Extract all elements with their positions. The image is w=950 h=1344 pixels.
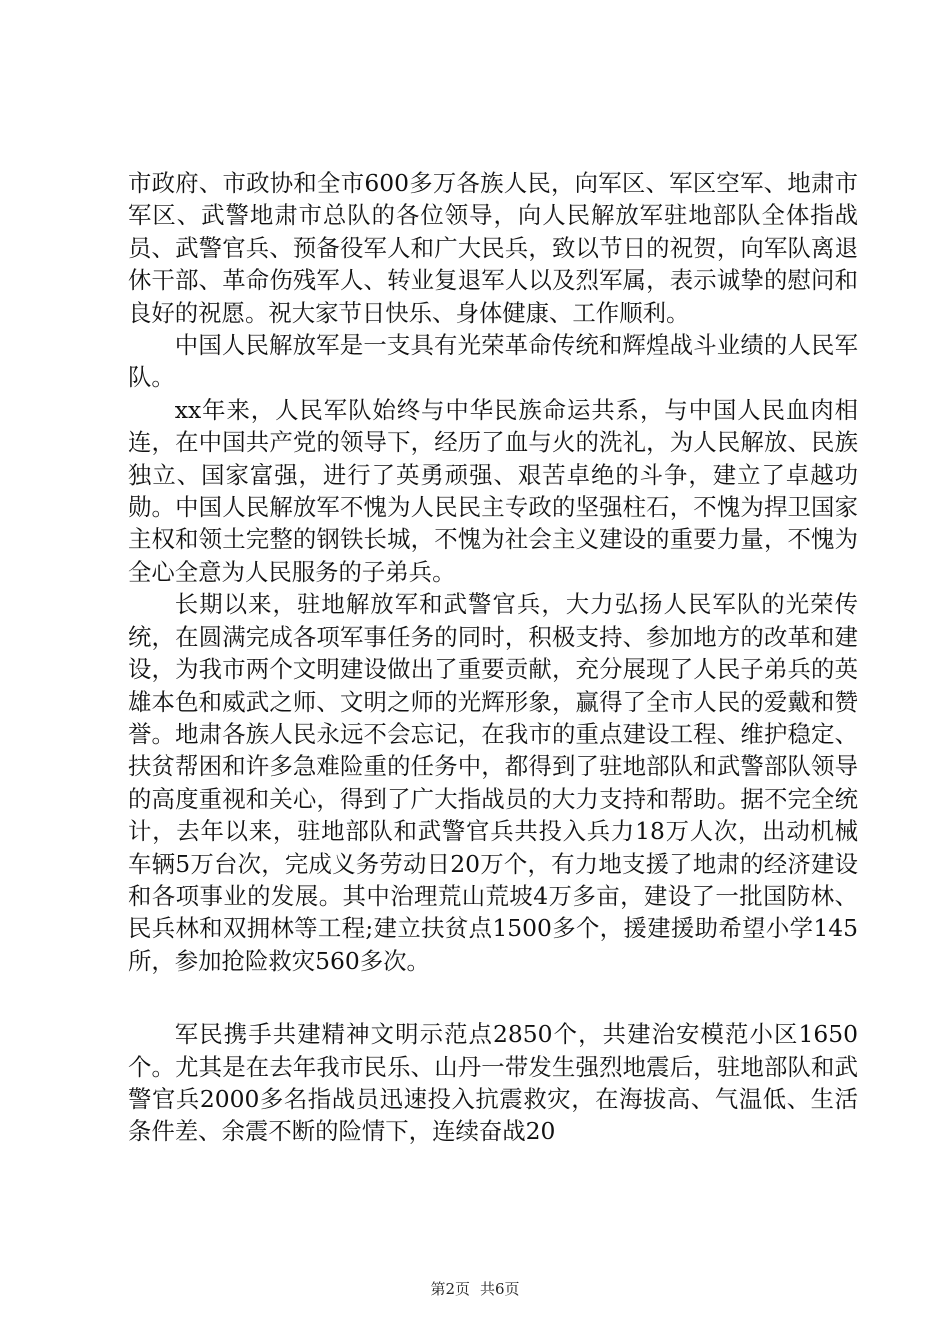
page-total: 共6页 [480,1280,520,1298]
paragraph-civil-military: 军民携手共建精神文明示范点2850个，共建治安模范小区1650个。尤其是在去年我市民乐、山丹一带发生强烈地震后，驻地部队和武警官兵2000多名指战员迅速投入抗震救灾，在海拔高、气温低、生活条件差、余震不断的险情下，连续奋战20 [128,1020,858,1146]
paragraph-contributions: 长期以来，驻地解放军和武警官兵，大力弘扬人民军队的光荣传统，在圆满完成各项军事任务的同时，积极支持、参加地方的改革和建设，为我市两个文明建设做出了重要贡献，充分展现了人民子弟兵的英雄本色和威武之师、文明之师的光辉形象，赢得了全市人民的爱戴和赞誉。地肃各族人民永远不会忘记，在我市的重点建设工程、维护稳定、扶贫帮困和许多急难险重的任务中，都得到了驻地部队和武警部队领导的高度重视和关心，得到了广大指战员的大力支持和帮助。据不完全统计，去年以来，驻地部队和武警官兵共投入兵力18万人次，出动机械车辆5万台次，完成义务劳动日20万个，有力地支援了地肃的经济建设和各项事业的发展。其中治理荒山荒坡4万多亩，建设了一批国防林、民兵林和双拥林等工程;建立扶贫点1500多个，援建援助希望小学145所，参加抢险救灾560多次。 [128,590,858,975]
page-footer [0,1279,950,1299]
paragraph-history: xx年来，人民军队始终与中华民族命运共系，与中国人民血肉相连，在中国共产党的领导下，经历了血与火的洗礼，为人民解放、民族独立、国家富强，进行了英勇顽强、艰苦卓绝的斗争，建立了卓越功勋。中国人民解放军不愧为人民民主专政的坚强柱石，不愧为捍卫国家主权和领土完整的钢铁长城，不愧为社会主义建设的重要力量，不愧为全心全意为人民服务的子弟兵。 [128,395,858,586]
paragraph-continuation: 市政府、市政协和全市600多万各族人民，向军区、军区空军、地肃市军区、武警地肃市总队的各位领导，向人民解放军驻地部队全体指战员、武警官兵、预备役军人和广大民兵，致以节日的祝贺，向军队离退休干部、革命伤残军人、转业复退军人以及烈军属，表示诚挚的慰问和良好的祝愿。祝大家节日快乐、身体健康、工作顺利。 [128,169,858,327]
document-body [128,167,858,1148]
paragraph-pla-intro: 中国人民解放军是一支具有光荣革命传统和辉煌战斗业绩的人民军队。 [128,331,858,392]
page-number: 第2页 [430,1280,470,1298]
